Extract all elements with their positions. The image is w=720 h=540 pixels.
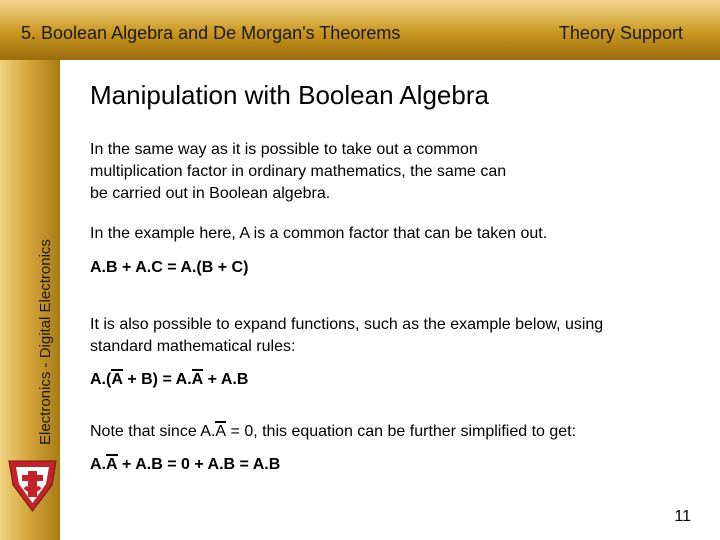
note-text: Note that since A.: [90, 423, 216, 440]
university-logo-icon: [5, 455, 60, 515]
equation-text: A.: [90, 456, 106, 473]
complement-variable: A: [111, 369, 123, 391]
paragraph-expand: [90, 314, 603, 358]
equation-text: + A.B = 0 + A.B = A.B: [117, 456, 281, 473]
note-text: = 0, this equation can be further simplified to get:: [226, 423, 577, 440]
equation-expansion: [90, 369, 248, 391]
slide-title: Manipulation with Boolean Algebra: [90, 80, 489, 110]
paragraph-line: multiplication factor in ordinary mathematics, the same can: [90, 163, 507, 180]
header-bar: [0, 0, 720, 60]
equation-text: A.(: [90, 371, 112, 388]
sidebar-label: Electronics - Digital Electronics: [37, 239, 54, 445]
complement-variable: A: [215, 421, 226, 443]
paragraph-line: It is also possible to expand functions, such as the example below, using: [90, 316, 604, 333]
paragraph-line: In the same way as it is possible to take out a common: [90, 141, 478, 158]
equation-text: + B) = A.: [122, 371, 192, 388]
paragraph-line: be carried out in Boolean algebra.: [90, 185, 331, 202]
equation-simplified: [90, 454, 280, 476]
paragraph-example: In the example here, A is a common factor that can be taken out.: [90, 225, 548, 242]
paragraph-common-factor: [90, 139, 506, 205]
header-title: 5. Boolean Algebra and De Morgan's Theorems: [21, 23, 401, 43]
complement-variable: A: [192, 369, 204, 391]
equation-text: + A.B: [203, 371, 249, 388]
complement-variable: A: [106, 454, 118, 476]
paragraph-line: standard mathematical rules:: [90, 338, 296, 355]
paragraph-note: [90, 421, 576, 443]
header-section-label: Theory Support: [558, 23, 683, 43]
page-number: 11: [674, 508, 691, 525]
equation-factorisation: A.B + A.C = A.(B + C): [90, 259, 249, 276]
